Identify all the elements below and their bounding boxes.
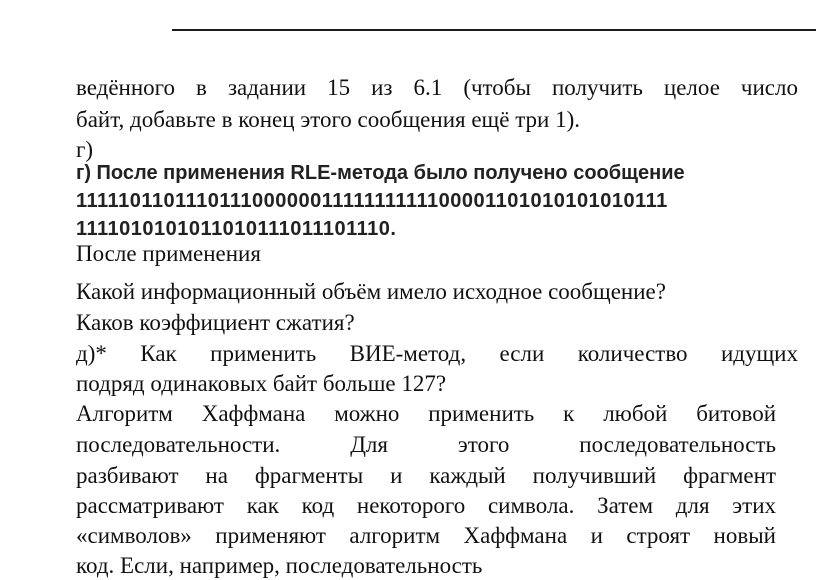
text-line-4: После применения bbox=[76, 241, 261, 266]
text-line-10: последовательности. Для этого последовательность bbox=[76, 432, 776, 457]
scanned-line-3: 1111010101011010111011101110. bbox=[76, 218, 397, 240]
text-line-11: разбивают на фрагменты и каждый получивший фрагмент bbox=[76, 463, 776, 488]
text-line-14: код. Если, например, последовательность bbox=[76, 553, 483, 578]
text-line-13: «символов» применяют алгоритм Хаффмана и строят новый bbox=[76, 523, 776, 548]
text-line-1: ведённого в задании 15 из 6.1 (чтобы получить целое число bbox=[76, 75, 798, 100]
text-line-9: Алгоритм Хаффмана можно применить к любой битовой bbox=[76, 401, 776, 426]
text-line-7: д)* Как применить ВИЕ-метод, если количество идущих bbox=[76, 341, 798, 366]
text-line-6: Каков коэффициент сжатия? bbox=[76, 310, 355, 335]
text-line-8: подряд одинаковых байт больше 127? bbox=[76, 371, 447, 396]
scanned-line-2: 11111011011101110000001111111111100001101010101010111 bbox=[76, 190, 668, 212]
text-line-5: Какой информационный объём имело исходное сообщение? bbox=[76, 279, 666, 304]
text-line-2: байт, добавьте в конец этого сообщения ещё три 1). bbox=[76, 107, 581, 132]
scanned-line-1: г) После применения RLE-метода было получено сообщение bbox=[76, 162, 685, 184]
top-rule bbox=[172, 29, 816, 31]
text-line-12: рассматривают как код некоторого символа. Затем для этих bbox=[76, 493, 776, 518]
text-line-3: г) bbox=[76, 137, 94, 162]
